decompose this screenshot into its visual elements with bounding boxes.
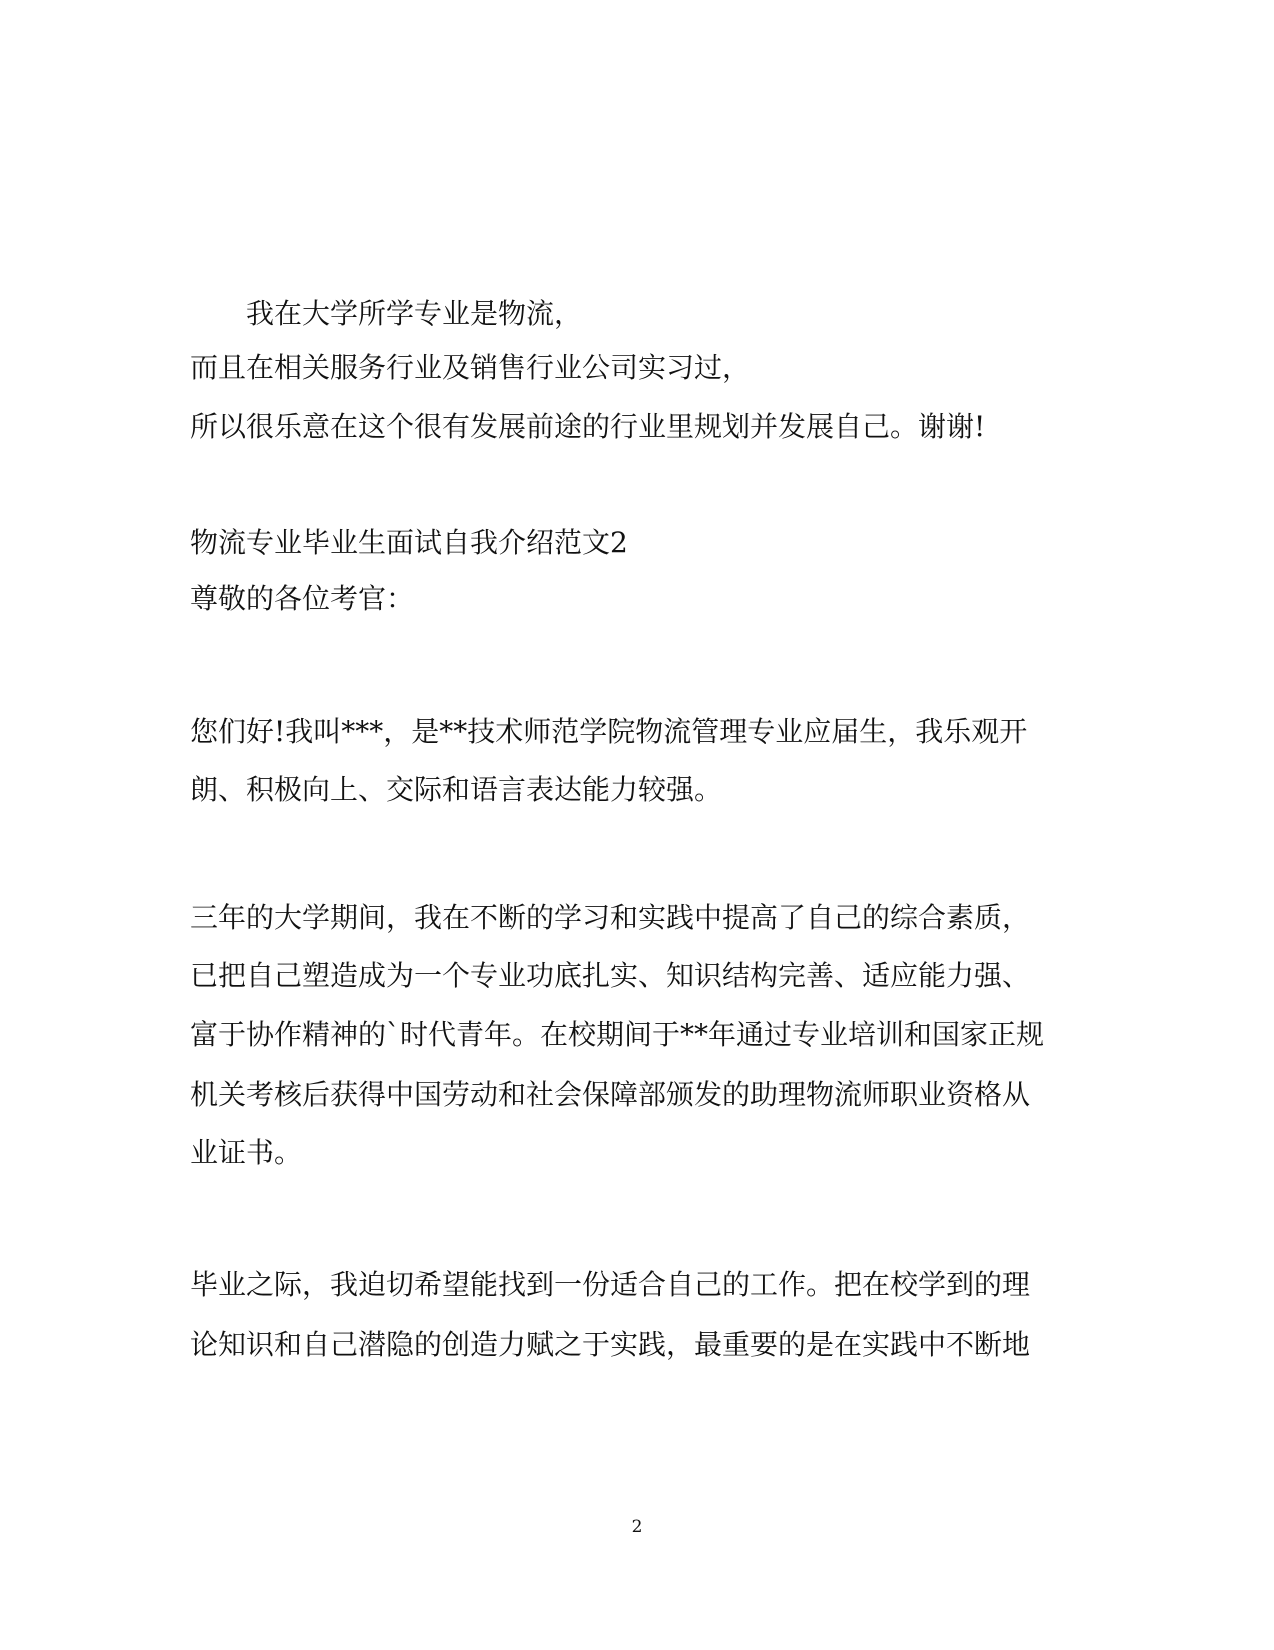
paragraph-2-line-3: 富于协作精神的`时代青年。在校期间于**年通过专业培训和国家正规 [190, 1018, 1045, 1051]
section-title: 物流专业毕业生面试自我介绍范文2 [190, 526, 628, 559]
paragraph-2-line-2: 已把自己塑造成为一个专业功底扎实、知识结构完善、适应能力强、 [190, 959, 1031, 992]
paragraph-2-line-4: 机关考核后获得中国劳动和社会保障部颁发的助理物流师职业资格从 [190, 1078, 1031, 1111]
page-number: 2 [631, 1517, 643, 1537]
paragraph-3-line-1: 毕业之际，我迫切希望能找到一份适合自己的工作。把在校学到的理 [190, 1268, 1031, 1301]
intro-line-1: 我在大学所学专业是物流， [246, 297, 583, 330]
paragraph-1-line-2: 朗、积极向上、交际和语言表达能力较强。 [190, 773, 723, 806]
paragraph-2-line-5: 业证书。 [190, 1136, 303, 1169]
paragraph-2-line-1: 三年的大学期间，我在不断的学习和实践中提高了自己的综合素质， [190, 901, 1031, 934]
intro-line-3: 所以很乐意在这个很有发展前途的行业里规划并发展自己。谢谢! [190, 410, 986, 443]
intro-line-2: 而且在相关服务行业及销售行业公司实习过， [190, 351, 751, 384]
salutation: 尊敬的各位考官： [190, 582, 415, 615]
paragraph-1-line-1: 您们好!我叫***，是**技术师范学院物流管理专业应届生，我乐观开 [190, 715, 1028, 748]
paragraph-3-line-2: 论知识和自己潜隐的创造力赋之于实践，最重要的是在实践中不断地 [190, 1328, 1031, 1361]
